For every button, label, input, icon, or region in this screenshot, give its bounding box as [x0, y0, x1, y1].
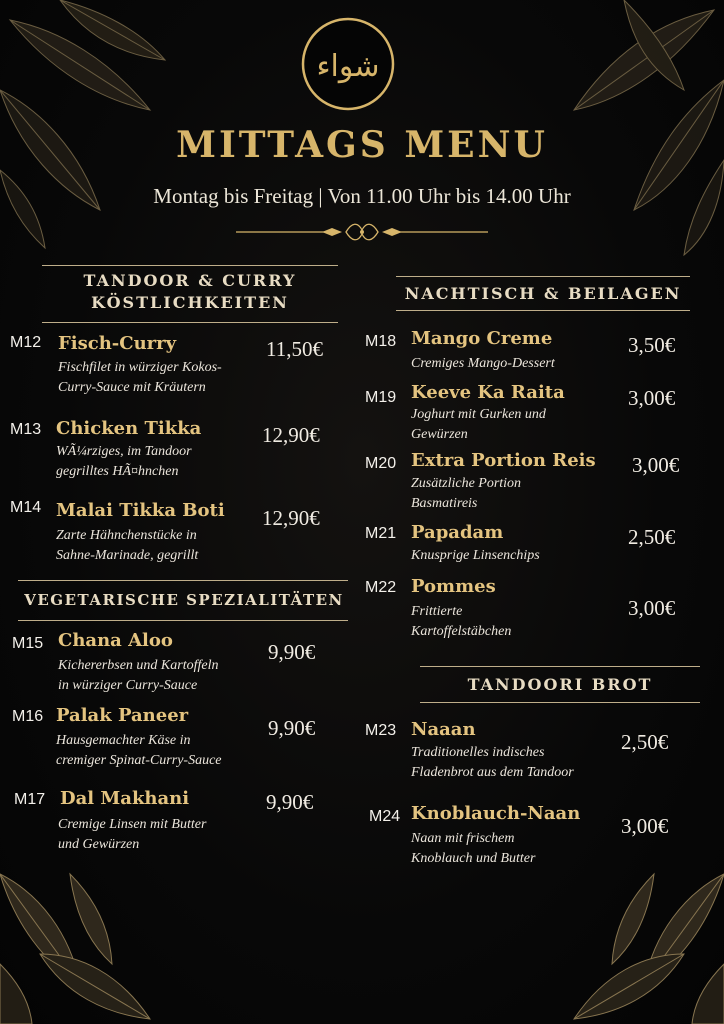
section-title-vegetarian: VEGETARISCHE SPEZIALITÄTEN — [24, 591, 344, 609]
description-line: Naan mit frischem — [411, 831, 515, 846]
description-line: Joghurt mit Gurken und — [411, 407, 546, 422]
section-line — [396, 276, 690, 277]
item-price: 3,50€ — [628, 333, 676, 357]
description-line: WÃ¼rziges, im Tandoor — [56, 444, 192, 459]
item-price: 12,90€ — [262, 423, 320, 447]
description-line: Knusprige Linsenchips — [411, 548, 540, 563]
item-price: 3,00€ — [628, 386, 676, 410]
item-code: M21 — [365, 525, 397, 542]
leaf-decoration-bottom-right-icon — [534, 844, 724, 1024]
description-line: Curry-Sauce mit Kräutern — [58, 380, 206, 395]
description-line: und Gewürzen — [58, 837, 140, 852]
section-line — [18, 580, 348, 581]
description-line: Kartoffelstäbchen — [411, 624, 512, 639]
description-line: Hausgemachter Käse in — [56, 733, 191, 748]
item-name: Malai Tikka Boti — [56, 500, 225, 521]
description-line: Fladenbrot aus dem Tandoor — [411, 765, 574, 780]
item-price: 3,00€ — [628, 596, 676, 620]
description-line: Frittierte — [411, 604, 463, 619]
description-line: Cremige Linsen mit Butter — [58, 817, 207, 832]
item-price: 11,50€ — [266, 337, 323, 361]
section-line — [420, 666, 700, 667]
description-line: Fischfilet in würziger Kokos- — [58, 360, 222, 375]
item-price: 9,90€ — [266, 790, 314, 814]
item-code: M12 — [10, 334, 42, 351]
section-line — [42, 265, 338, 266]
item-price: 3,00€ — [621, 814, 669, 838]
description-line: Zarte Hähnchenstücke in — [56, 528, 197, 543]
item-price: 9,90€ — [268, 640, 316, 664]
item-description — [411, 602, 511, 642]
section-line — [420, 702, 700, 703]
restaurant-logo-icon — [300, 16, 396, 112]
section-title-line: TANDOOR & CURRY — [83, 271, 297, 290]
description-line: Knoblauch und Butter — [411, 851, 536, 866]
item-description — [56, 526, 198, 566]
item-description — [58, 656, 218, 696]
item-price: 3,00€ — [632, 453, 680, 477]
item-name: Chicken Tikka — [56, 418, 202, 439]
item-name: Papadam — [411, 522, 504, 543]
description-line: gegrilltes HÃ¤hnchen — [56, 464, 179, 479]
item-name: Mango Creme — [411, 328, 553, 349]
item-code: M13 — [10, 421, 42, 438]
item-code: M19 — [365, 389, 397, 406]
description-line: Zusätzliche Portion — [411, 476, 522, 491]
item-description — [56, 731, 222, 771]
section-title-bread: TANDOORI BROT — [467, 675, 653, 694]
item-code: M16 — [12, 708, 44, 725]
item-name: Fisch-Curry — [58, 333, 177, 354]
section-title-tandoor — [42, 270, 338, 314]
item-price: 2,50€ — [621, 730, 669, 754]
section-line — [18, 620, 348, 621]
item-description — [58, 358, 222, 398]
item-description — [411, 546, 540, 566]
item-name: Pommes — [411, 576, 496, 597]
description-line: Cremiges Mango-Dessert — [411, 356, 555, 371]
description-line: Sahne-Marinade, gegrillt — [56, 548, 199, 563]
item-name: Extra Portion Reis — [411, 450, 596, 471]
item-price: 9,90€ — [268, 716, 316, 740]
description-line: in würziger Curry-Sauce — [58, 678, 198, 693]
item-code: M18 — [365, 333, 397, 350]
ornament-divider-icon — [236, 220, 488, 244]
item-code: M20 — [365, 455, 397, 472]
item-code: M24 — [369, 808, 401, 825]
item-price: 12,90€ — [262, 506, 320, 530]
section-title-line: KÖSTLICHKEITEN — [91, 293, 289, 312]
item-code: M15 — [12, 635, 44, 652]
description-line: cremiger Spinat-Curry-Sauce — [56, 753, 222, 768]
item-name: Keeve Ka Raita — [411, 382, 565, 403]
menu-subtitle: Montag bis Freitag | Von 11.00 Uhr bis 14.00 Uhr — [153, 184, 571, 208]
description-line: Gewürzen — [411, 427, 468, 442]
item-description — [411, 743, 574, 783]
item-name: Knoblauch-Naan — [411, 803, 581, 824]
item-name: Palak Paneer — [56, 705, 189, 726]
description-line: Basmatireis — [411, 496, 478, 511]
item-name: Chana Aloo — [58, 630, 173, 651]
item-code: M17 — [14, 791, 46, 808]
section-line — [396, 310, 690, 311]
item-name: Naaan — [411, 719, 476, 740]
item-name: Dal Makhani — [60, 788, 190, 809]
menu-title: MITTAGS MENU — [176, 124, 548, 166]
item-description — [58, 815, 206, 855]
item-code: M14 — [10, 499, 42, 516]
leaf-decoration-bottom-left-icon — [0, 844, 180, 1024]
item-description — [411, 405, 546, 445]
description-line: Traditionelles indisches — [411, 745, 545, 760]
section-line — [42, 322, 338, 323]
item-description — [411, 354, 555, 374]
item-code: M22 — [365, 579, 397, 596]
item-description — [411, 829, 535, 869]
item-code: M23 — [365, 722, 397, 739]
item-description — [411, 474, 521, 514]
description-line: Kichererbsen und Kartoffeln — [58, 658, 219, 673]
item-description — [56, 442, 192, 482]
svg-text:شواء: شواء — [316, 49, 380, 84]
section-title-dessert: NACHTISCH & BEILAGEN — [404, 284, 682, 303]
item-price: 2,50€ — [628, 525, 676, 549]
